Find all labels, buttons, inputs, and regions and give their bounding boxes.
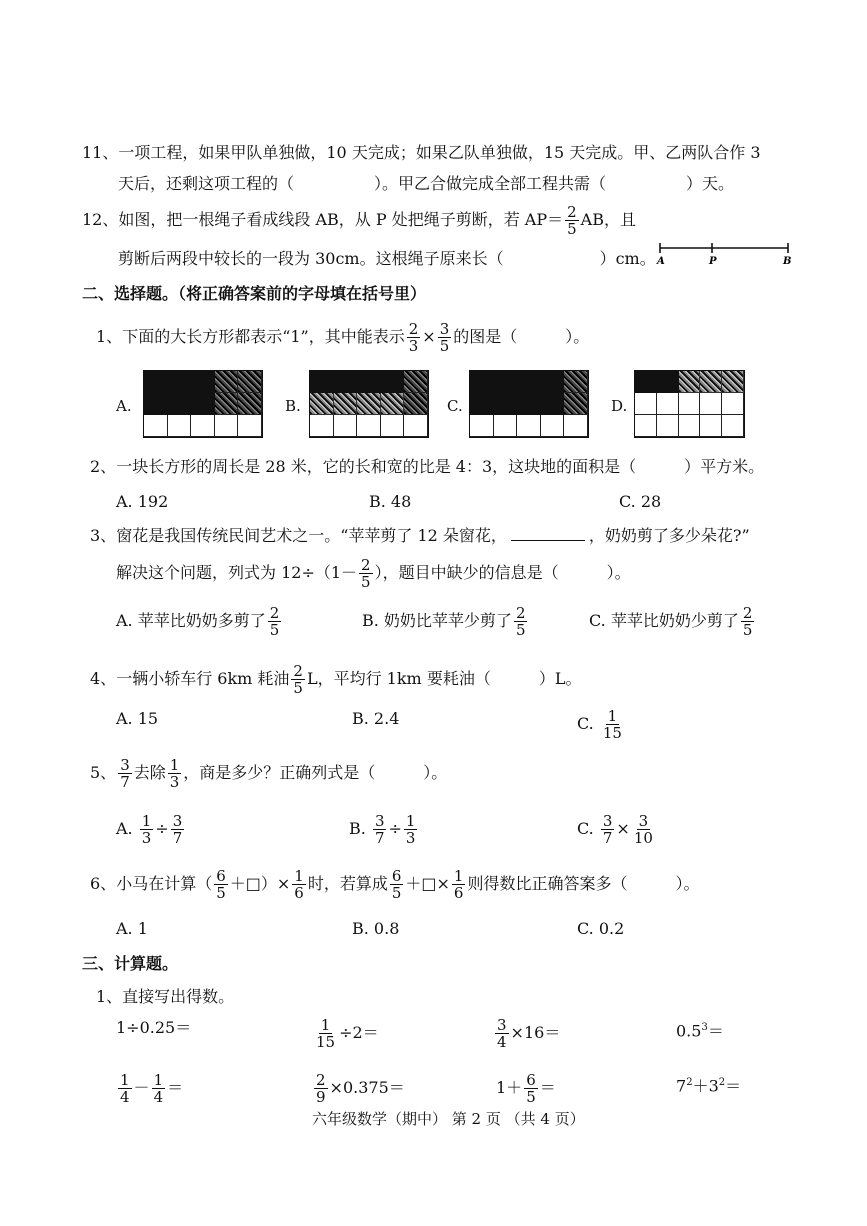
q5-option-b[interactable]: B. $\frac{3}{7}$ ÷ $\frac{1}{3}$ bbox=[349, 812, 416, 847]
choice-question-5: 5、 $\frac{3}{7}$ 去除 $\frac{1}{3}$ ，商是多少？正确列式是（ ）。 bbox=[90, 756, 448, 791]
choice-question-4: 4、一辆小轿车行 6km 耗油 $\frac{2}{5}$ L，平均行 1km 要耗油（ ）L。 bbox=[90, 662, 582, 697]
q2-option-a[interactable]: A. 192 bbox=[116, 492, 169, 511]
choice-question-3: 3、窗花是我国传统民间艺术之一。“苹苹剪了 12 朵窗花， ，奶奶剪了多少朵花?” bbox=[90, 526, 750, 545]
q4-option-a[interactable]: A. 15 bbox=[116, 709, 159, 728]
q3-option-b[interactable]: B. 奶奶比苹苹少剪了 $\frac{2}{5}$ bbox=[362, 604, 526, 639]
page-footer: 六年级数学（期中） 第 2 页 （共 4 页） bbox=[312, 1110, 585, 1128]
q3-option-a[interactable]: A. 苹苹比奶奶多剪了 $\frac{2}{5}$ bbox=[116, 604, 280, 639]
q5-option-a[interactable]: A. $\frac{1}{3}$ ÷ $\frac{3}{7}$ bbox=[116, 812, 183, 847]
option-c-label: C. bbox=[447, 397, 463, 415]
q4-option-b[interactable]: B. 2.4 bbox=[352, 709, 400, 728]
question-text: 一项工程，如果甲队单独做，10 天完成；如果乙队单独做，15 天完成。甲、乙两队合作 3 bbox=[118, 143, 761, 162]
choice-question-2: 2、一块长方形的周长是 28 米，它的长和宽的比是 4：3，这块地的面积是（ ）平方米。 bbox=[90, 457, 765, 476]
choice-question-3-line2: 解决这个问题，列式为 12÷（1－ $\frac{2}{5}$ ），题目中缺少的信息是（ ）。 bbox=[116, 556, 631, 591]
question-12-line2: 剪断后两段中较长的一段为 30cm。这根绳子原来长（ ）cm。 bbox=[118, 249, 656, 268]
question-11-line2: 天后，还剩这项工程的（ ）。甲乙合做完成全部工程共需（ ）天。 bbox=[118, 174, 735, 193]
diagram-option-c[interactable] bbox=[469, 370, 589, 438]
calc-1-2: $\frac{1}{15}$ ÷2＝ bbox=[316, 1016, 379, 1051]
point-p-label: P bbox=[709, 256, 717, 267]
calc-2-2: $\frac{2}{9}$ ×0.375＝ bbox=[316, 1071, 405, 1106]
diagram-option-d[interactable] bbox=[634, 370, 745, 438]
point-a-label: A bbox=[657, 256, 665, 267]
diagram-option-a[interactable] bbox=[143, 370, 263, 438]
section-2-title: 二、选择题。（将正确答案前的字母填在括号里） bbox=[82, 284, 427, 303]
q6-option-b[interactable]: B. 0.8 bbox=[352, 919, 400, 938]
calc-2-4: $7^2+3^2=$ bbox=[676, 1076, 742, 1096]
option-d-label: D. bbox=[611, 397, 628, 415]
q6-option-a[interactable]: A. 1 bbox=[116, 919, 148, 938]
calc-1-3: $\frac{3}{4}$ ×16＝ bbox=[497, 1016, 561, 1051]
calc-1-1: 1÷0.25＝ bbox=[116, 1018, 192, 1037]
question-number: 11、 bbox=[82, 143, 119, 162]
question-11 bbox=[82, 142, 761, 164]
q2-option-b[interactable]: B. 48 bbox=[369, 492, 412, 511]
diagram-option-b[interactable] bbox=[309, 370, 429, 438]
point-b-label: B bbox=[783, 256, 792, 267]
fraction: $\frac{2}{5}$ bbox=[567, 203, 577, 238]
question-12: 12、如图，把一根绳子看成线段 AB，从 P 处把绳子剪断，若 AP＝ $\frac{2}{5}$ AB，且 bbox=[82, 203, 636, 238]
calc-2-1: $\frac{1}{4}$ － $\frac{1}{4}$ ＝ bbox=[120, 1071, 184, 1106]
answer-blank bbox=[511, 526, 585, 541]
q3-option-c[interactable]: C. 苹苹比奶奶少剪了 $\frac{2}{5}$ bbox=[589, 604, 753, 639]
q2-option-c[interactable]: C. 28 bbox=[619, 492, 662, 511]
choice-question-1: 1、下面的大长方形都表示“1”，其中能表示 $\frac{2}{3}$ × $\frac{3}{5}$ 的图是（ ）。 bbox=[96, 320, 590, 355]
choice-question-6: 6、小马在计算（ $\frac{6}{5}$ ＋□）× $\frac{1}{6}$ 时，若算成 $\frac{6}{5}$ ＋□× $\frac{1}{6}$ 则得数比正确答案多（ ）。 bbox=[90, 867, 700, 902]
option-a-label: A. bbox=[116, 397, 132, 415]
option-b-label: B. bbox=[285, 397, 301, 415]
segment-ab-diagram bbox=[652, 240, 797, 270]
calc-2-3: 1＋ $\frac{6}{5}$ ＝ bbox=[496, 1071, 556, 1106]
sub-question-1: 1、直接写出得数。 bbox=[96, 987, 235, 1006]
q4-option-c[interactable]: C. $\frac{1}{15}$ bbox=[577, 707, 622, 742]
calc-1-4: $0.5^3=$ bbox=[676, 1021, 724, 1041]
q5-option-c[interactable]: C. $\frac{3}{7}$ × $\frac{3}{10}$ bbox=[577, 812, 653, 847]
q6-option-c[interactable]: C. 0.2 bbox=[577, 919, 625, 938]
section-3-title: 三、计算题。 bbox=[82, 954, 179, 973]
